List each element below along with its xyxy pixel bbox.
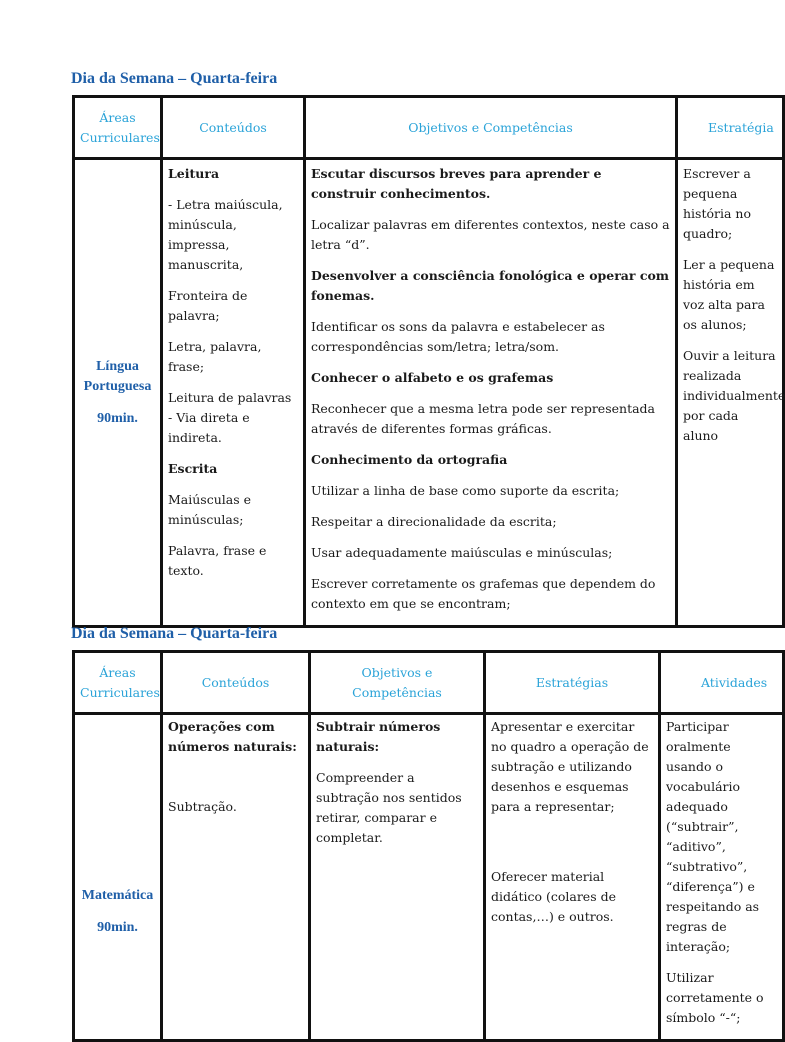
table-header-row xyxy=(74,97,784,159)
estrategia-item: Ler a pequena história em voz alta para os alunos; xyxy=(683,257,775,332)
table-row xyxy=(74,714,784,1041)
objetivos-cell xyxy=(305,159,677,627)
objetivo-item: Localizar palavras em diferentes contextos, neste caso a letra “d”. xyxy=(311,217,670,252)
header-estrategias: Estratégias xyxy=(485,652,660,714)
atividade-item: Participar oralmente usando o vocabulário adequado (“subtrair”, “aditivo”, “subtrativo”, “diferença”) e respeitando as regras de interação; xyxy=(666,719,760,954)
objetivo-item: Usar adequadamente maiúsculas e minúsculas; xyxy=(311,545,613,560)
area-name: Língua Portuguesa xyxy=(83,358,152,394)
conteudo-item: Subtração. xyxy=(168,799,237,814)
objetivo-item: Subtrair números naturais: xyxy=(316,719,441,754)
objetivo-item: Identificar os sons da palavra e estabelecer as correspondências som/letra; letra/som. xyxy=(311,319,605,354)
conteudo-item: Leitura xyxy=(168,166,220,181)
conteudo-item: Palavra, frase e texto. xyxy=(168,543,267,578)
conteudo-item: - Letra maiúscula, minúscula, impressa, manuscrita, xyxy=(168,197,283,272)
conteudo-item: Maiúsculas e minúsculas; xyxy=(168,492,252,527)
area-cell xyxy=(74,159,162,627)
header-estrategias: Estratégia xyxy=(677,97,784,159)
day-heading-2: Dia da Semana – Quarta-feira xyxy=(71,625,278,642)
conteudo-item: Letra, palavra, frase; xyxy=(168,339,262,374)
objetivo-item: Escutar discursos breves para aprender e construir conhecimentos. xyxy=(311,166,602,201)
area-duration: 90min. xyxy=(97,920,138,935)
conteudo-item: Operações com números naturais: xyxy=(168,719,297,754)
header-objetivos: Objetivos e Competências xyxy=(305,97,677,159)
table-row xyxy=(74,159,784,627)
estrategia-item: Oferecer material didático (colares de contas,…) e outros. xyxy=(491,869,616,924)
objetivo-item: Utilizar a linha de base como suporte da escrita; xyxy=(311,483,620,498)
conteudos-cell xyxy=(162,159,305,627)
conteudo-item: Escrita xyxy=(168,461,218,476)
objetivos-cell xyxy=(310,714,485,1041)
objetivo-item: Escrever corretamente os grafemas que dependem do contexto em que se encontram; xyxy=(311,576,656,611)
header-atividades: Atividades xyxy=(660,652,784,714)
area-cell xyxy=(74,714,162,1041)
header-areas: Áreas Curriculares xyxy=(74,652,162,714)
objetivo-item: Desenvolver a consciência fonológica e operar com fonemas. xyxy=(311,268,670,303)
conteudo-item: Leitura de palavras - Via direta e indireta. xyxy=(168,390,292,445)
objetivo-item: Compreender a subtração nos sentidos retirar, comparar e completar. xyxy=(316,770,462,845)
estrategia-item: Escrever a pequena história no quadro; xyxy=(683,166,751,241)
header-conteudos: Conteúdos xyxy=(162,97,305,159)
estrategias-cell xyxy=(485,714,660,1041)
conteudos-cell xyxy=(162,714,310,1041)
header-areas: Áreas Curriculares xyxy=(74,97,162,159)
day-heading-1: Dia da Semana – Quarta-feira xyxy=(71,70,278,87)
atividade-item: Utilizar corretamente o símbolo “-“; xyxy=(666,970,764,1025)
lesson-plan-table-portuguese xyxy=(72,95,785,628)
objetivo-item: Conhecimento da ortografia xyxy=(311,452,508,467)
objetivo-item: Reconhecer que a mesma letra pode ser representada através de diferentes formas gráficas. xyxy=(311,401,655,436)
lesson-plan-table-matematica xyxy=(72,650,785,1042)
estrategias-cell xyxy=(677,159,784,627)
objetivo-item: Conhecer o alfabeto e os grafemas xyxy=(311,370,554,385)
area-duration: 90min. xyxy=(97,410,138,426)
estrategia-item: Ouvir a leitura realizada individualmente por cada aluno xyxy=(683,348,785,443)
estrategia-item: Apresentar e exercitar no quadro a operação de subtração e utilizando desenhos e esquemas para a representar; xyxy=(491,719,649,814)
header-objetivos: Objetivos e Competências xyxy=(310,652,485,714)
header-conteudos: Conteúdos xyxy=(162,652,310,714)
area-name: Matemática xyxy=(81,888,154,903)
objetivo-item: Respeitar a direcionalidade da escrita; xyxy=(311,514,557,529)
conteudo-item: Fronteira de palavra; xyxy=(168,288,248,323)
atividades-cell xyxy=(660,714,784,1041)
table-header-row xyxy=(74,652,784,714)
